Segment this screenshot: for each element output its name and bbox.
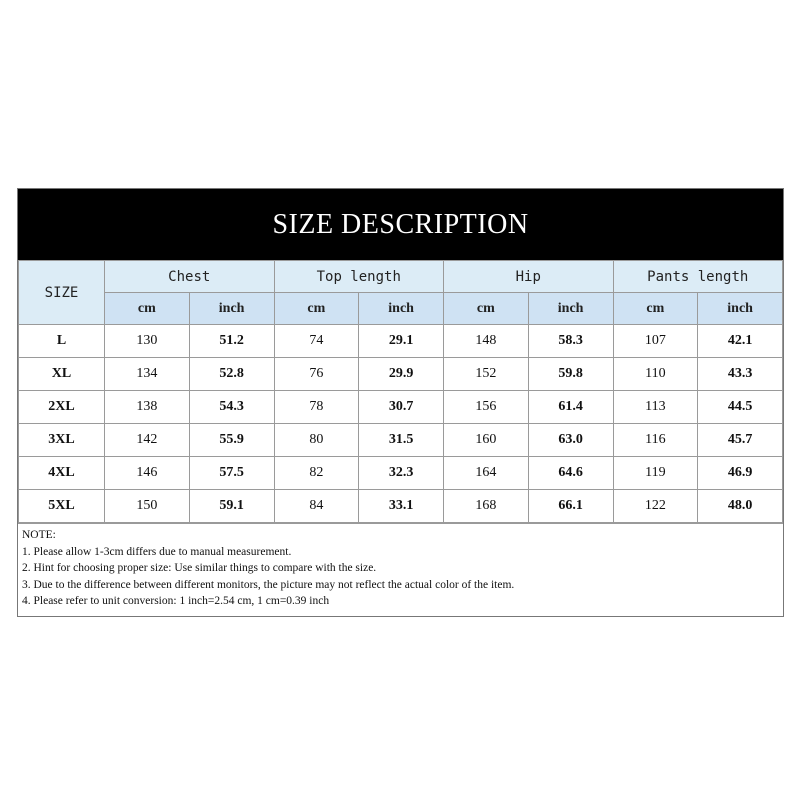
group-header-top-length: Top length: [274, 261, 444, 293]
pants-length-cm-cell: 113: [613, 391, 698, 424]
hip-inch-cell: 66.1: [528, 490, 613, 523]
table-row: [19, 424, 783, 457]
top-length-cm-cell: 76: [274, 358, 359, 391]
chest-inch-cell: 52.8: [189, 358, 274, 391]
group-header-chest: Chest: [105, 261, 275, 293]
size-label: 4XL: [19, 457, 105, 490]
chest-cm-cell: 150: [105, 490, 190, 523]
pants-length-cm-cell: 116: [613, 424, 698, 457]
hip-inch-cell: 64.6: [528, 457, 613, 490]
unit-header-inch: inch: [528, 293, 613, 325]
hip-cm-cell: 152: [444, 358, 529, 391]
pants-length-cm-cell: 107: [613, 325, 698, 358]
hip-cm-cell: 168: [444, 490, 529, 523]
pants-length-inch-cell: 43.3: [698, 358, 783, 391]
unit-header-inch: inch: [189, 293, 274, 325]
table-row: [19, 325, 783, 358]
note-item: 3. Due to the difference between different monitors, the picture may not reflect the actual color of the item.: [22, 578, 515, 591]
pants-length-inch-cell: 42.1: [698, 325, 783, 358]
hip-cm-cell: 148: [444, 325, 529, 358]
unit-header-cm: cm: [105, 293, 190, 325]
pants-length-inch-cell: 46.9: [698, 457, 783, 490]
hip-inch-cell: 59.8: [528, 358, 613, 391]
group-header-hip: Hip: [444, 261, 614, 293]
top-length-inch-cell: 30.7: [359, 391, 444, 424]
top-length-cm-cell: 82: [274, 457, 359, 490]
size-label: 2XL: [19, 391, 105, 424]
chest-inch-cell: 54.3: [189, 391, 274, 424]
hip-cm-cell: 156: [444, 391, 529, 424]
hip-inch-cell: 63.0: [528, 424, 613, 457]
top-length-inch-cell: 31.5: [359, 424, 444, 457]
pants-length-cm-cell: 110: [613, 358, 698, 391]
chest-cm-cell: 134: [105, 358, 190, 391]
top-length-inch-cell: 33.1: [359, 490, 444, 523]
pants-length-inch-cell: 48.0: [698, 490, 783, 523]
top-length-inch-cell: 29.1: [359, 325, 444, 358]
pants-length-cm-cell: 122: [613, 490, 698, 523]
note-item: 2. Hint for choosing proper size: Use similar things to compare with the size.: [22, 562, 377, 574]
chest-cm-cell: 130: [105, 325, 190, 358]
pants-length-inch-cell: 45.7: [698, 424, 783, 457]
unit-header-inch: inch: [698, 293, 783, 325]
pants-length-cm-cell: 119: [613, 457, 698, 490]
size-label: XL: [19, 358, 105, 391]
size-label: 3XL: [19, 424, 105, 457]
group-header-pants-length: Pants length: [613, 261, 783, 293]
note-item: 1. Please allow 1-3cm differs due to manual measurement.: [22, 545, 292, 558]
unit-header-cm: cm: [274, 293, 359, 325]
size-column-header: SIZE: [19, 261, 105, 325]
top-length-inch-cell: 29.9: [359, 358, 444, 391]
top-length-inch-cell: 32.3: [359, 457, 444, 490]
unit-header-cm: cm: [613, 293, 698, 325]
unit-header-cm: cm: [444, 293, 529, 325]
table-row: [19, 490, 783, 523]
chest-cm-cell: 146: [105, 457, 190, 490]
chest-inch-cell: 59.1: [189, 490, 274, 523]
hip-inch-cell: 61.4: [528, 391, 613, 424]
top-length-cm-cell: 80: [274, 424, 359, 457]
chest-inch-cell: 57.5: [189, 457, 274, 490]
top-length-cm-cell: 78: [274, 391, 359, 424]
top-length-cm-cell: 74: [274, 325, 359, 358]
table-row: [19, 457, 783, 490]
hip-inch-cell: 58.3: [528, 325, 613, 358]
notes-section: [18, 523, 783, 616]
chest-inch-cell: 55.9: [189, 424, 274, 457]
table-row: [19, 391, 783, 424]
table-row: [19, 358, 783, 391]
hip-cm-cell: 164: [444, 457, 529, 490]
top-length-cm-cell: 84: [274, 490, 359, 523]
unit-header-inch: inch: [359, 293, 444, 325]
size-label: L: [19, 325, 105, 358]
chest-cm-cell: 142: [105, 424, 190, 457]
chart-title: SIZE DESCRIPTION: [18, 189, 783, 260]
notes-heading: NOTE:: [22, 529, 56, 541]
size-table: [18, 260, 783, 523]
chest-inch-cell: 51.2: [189, 325, 274, 358]
size-chart: [17, 188, 784, 617]
size-label: 5XL: [19, 490, 105, 523]
note-item: 4. Please refer to unit conversion: 1 inch=2.54 cm, 1 cm=0.39 inch: [22, 595, 330, 607]
pants-length-inch-cell: 44.5: [698, 391, 783, 424]
chest-cm-cell: 138: [105, 391, 190, 424]
hip-cm-cell: 160: [444, 424, 529, 457]
